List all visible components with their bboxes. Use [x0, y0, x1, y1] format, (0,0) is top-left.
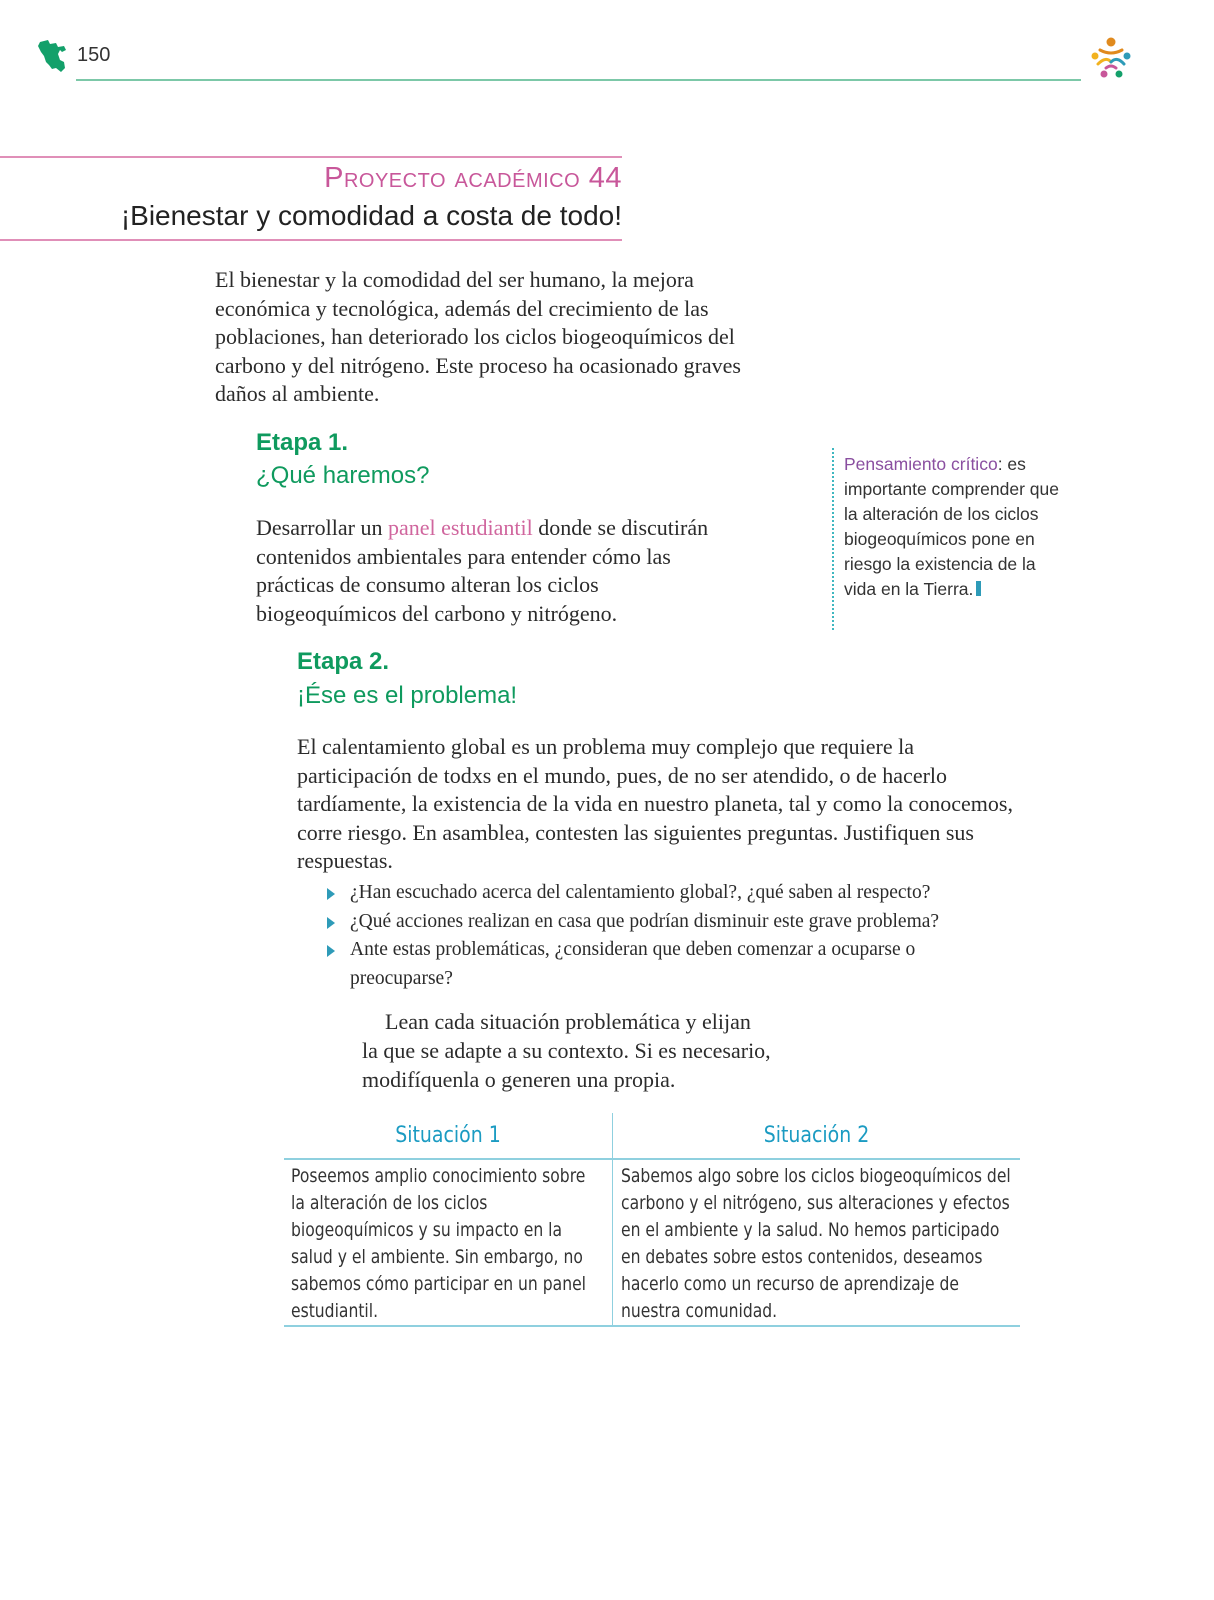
list-item	[325, 936, 1005, 993]
table-header-rule	[284, 1158, 1020, 1160]
question-text: ¿Han escuchado acerca del calentamiento global?, ¿qué saben al respecto?	[350, 882, 931, 903]
instructions-rest: la que se adapte a su contexto. Si es necesario, modifíquenla o generen una propia.	[362, 1038, 771, 1092]
stage1-text-before: Desarrollar un	[256, 515, 388, 540]
list-item	[325, 908, 1005, 937]
bullet-triangle-icon	[327, 917, 335, 929]
title-rule-top	[0, 156, 622, 158]
bullet-triangle-icon	[327, 945, 335, 957]
table-bottom-rule	[284, 1325, 1020, 1327]
stage1-text-after: donde se discutirán contenidos ambientales para entender cómo las prácticas de consumo alteran los ciclos biogeoquímicos del carbono y nitrógeno.	[256, 515, 709, 626]
situation-2-text: Sabemos algo sobre los ciclos biogeoquímicos del carbono y el nitrógeno, sus alteraciones y efectos en el ambiente y la salud. No hemos participado en debates sobre estos contenidos, deseamos hacerlo como un recurso de aprendizaje de nuestra comunidad.	[621, 1165, 1011, 1322]
mexico-map-icon	[36, 38, 68, 79]
instructions-line-1: Lean cada situación problemática y elijan	[385, 1009, 751, 1034]
situations-table	[284, 1113, 1020, 1327]
stage2-label: Etapa 2.	[297, 648, 390, 675]
header-rule	[76, 79, 1081, 81]
stage1-label: Etapa 1.	[256, 429, 349, 456]
panel-estudiantil-term: panel estudiantil	[387, 515, 533, 540]
critical-thinking-term: Pensamiento crítico	[844, 454, 998, 474]
stage2-paragraph: El calentamiento global es un problema muy complejo que requiere la participación de todxs en el mundo, pues, de no ser atendido, o de hacerlo tardíamente, la existencia de la vida en nuestro planeta, tal y como la conocemos, corre riesgo. En asamblea, contesten las siguientes preguntas. Justifiquen sus respuestas.	[297, 734, 1013, 873]
critical-thinking-text: : es importante comprender que la alteración de los ciclos biogeoquímicos pone en riesgo la existencia de la vida en la Tierra.	[844, 454, 1059, 599]
situation-1-heading: Situación 1	[395, 1123, 501, 1148]
table-divider	[612, 1113, 613, 1327]
situation-1-text: Poseemos amplio conocimiento sobre la alteración de los ciclos biogeoquímicos y su impacto en la salud y el ambiente. Sin embargo, no sabemos cómo participar en un panel estudiantil.	[291, 1165, 586, 1322]
stage1-paragraph	[256, 514, 736, 628]
stage1-title: ¿Qué haremos?	[256, 462, 430, 489]
critical-thinking-note	[844, 452, 1069, 602]
question-list	[325, 879, 1005, 993]
question-text: ¿Qué acciones realizan en casa que podrían disminuir este grave problema?	[350, 910, 940, 932]
title-rule-bottom	[0, 239, 622, 241]
intro-paragraph: El bienestar y la comodidad del ser humano, la mejora económica y tecnológica, además del crecimiento de las poblaciones, han deteriorado los ciclos biogeoquímicos del carbono y del nitrógeno. Este proceso ha ocasionado graves daños al ambiente.	[215, 267, 741, 406]
project-label: Proyecto académico 44	[324, 162, 622, 194]
instructions-paragraph	[362, 1007, 822, 1094]
community-emblem-icon	[1086, 34, 1136, 89]
sidebar-dotted-rule	[832, 448, 834, 630]
page-number: 150	[77, 44, 111, 66]
note-end-mark	[976, 581, 981, 596]
question-text: Ante estas problemáticas, ¿consideran que deben comenzar a ocuparse o preocuparse?	[350, 939, 916, 989]
list-item	[325, 879, 1005, 908]
situation-2-heading: Situación 2	[763, 1123, 870, 1148]
stage2-title: ¡Ése es el problema!	[297, 682, 518, 709]
bullet-triangle-icon	[327, 888, 335, 900]
project-title: ¡Bienestar y comodidad a costa de todo!	[120, 200, 622, 231]
